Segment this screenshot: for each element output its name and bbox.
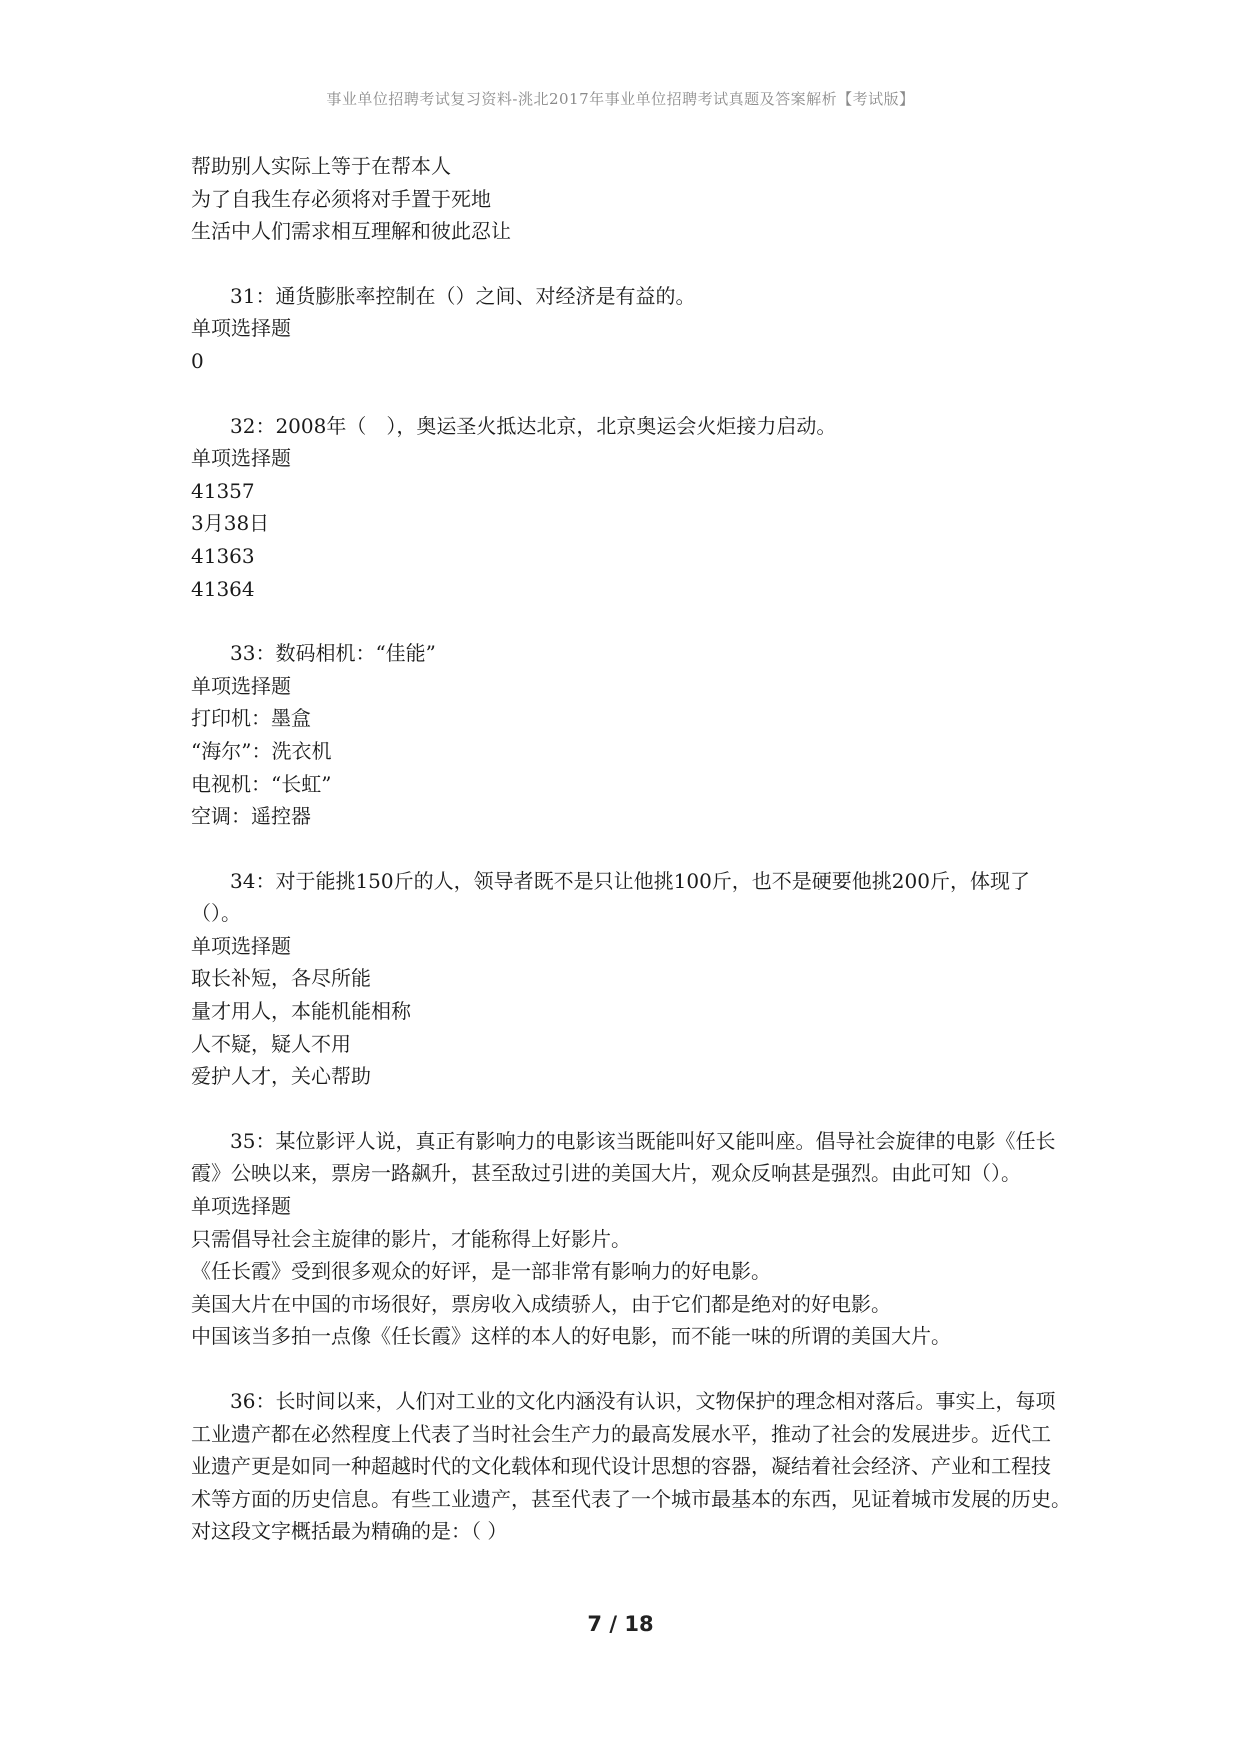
- question-type: 单项选择题: [191, 673, 291, 698]
- question-text: 35：某位影评人说，真正有影响力的电影该当既能叫好又能叫座。倡导社会旋律的电影《任长霞》公映以来，票房一路飙升，甚至敌过引进的美国大片，观众反响甚是强烈。由此可知（）。: [191, 1128, 1056, 1186]
- document-body: [191, 150, 1101, 1580]
- option-line: 3月38日: [191, 511, 270, 536]
- question-type: 单项选择题: [191, 933, 291, 958]
- option-line: 打印机：墨盒: [191, 706, 311, 731]
- option-line: 只需倡导社会主旋律的影片，才能称得上好影片。: [191, 1226, 631, 1251]
- option-line: 电视机：“长虹”: [191, 771, 332, 796]
- question-text: 34：对于能挑150斤的人，领导者既不是只让他挑100斤，也不是硬要他挑200斤，体现了（）。: [191, 868, 1030, 926]
- leading-options: [191, 150, 1061, 248]
- question-text: 32：2008年（ ），奥运圣火抵达北京，北京奥运会火炬接力启动。: [230, 413, 837, 438]
- question-33: [191, 637, 1061, 833]
- option-line: 41357: [191, 478, 255, 503]
- question-34: [191, 865, 1061, 1093]
- question-type: 单项选择题: [191, 316, 291, 341]
- option-line: 帮助别人实际上等于在帮本人: [191, 154, 451, 178]
- option-line: 人不疑，疑人不用: [191, 1031, 351, 1056]
- question-31: [191, 280, 1061, 378]
- question-type: 单项选择题: [191, 1194, 291, 1219]
- option-line: 美国大片在中国的市场很好，票房收入成绩骄人，由于它们都是绝对的好电影。: [191, 1291, 891, 1316]
- question-35: [191, 1125, 1061, 1353]
- option-line: 爱护人才，关心帮助: [191, 1064, 371, 1089]
- question-text: 36：长时间以来，人们对工业的文化内涵没有认识，文物保护的理念相对落后。事实上，每项工业遗产都在必然程度上代表了当时社会生产力的最高发展水平，推动了社会的发展进步。近代工业遗产更是如同一种超越时代的文化载体和现代设计思想的容器，凝结着社会经济、产业和工程技术等方面的历史信息。有些工业遗产，甚至代表了一个城市最基本的东西，见证着城市发展的历史。 对这段文字概括最为精确的是：（ ）: [191, 1389, 1101, 1544]
- question-text: 33：数码相机：“佳能”: [230, 641, 436, 666]
- option-line: 中国该当多拍一点像《任长霞》这样的本人的好电影，而不能一味的所谓的美国大片。: [191, 1324, 951, 1349]
- question-36: [191, 1385, 1101, 1548]
- option-line: 量才用人，本能机能相称: [191, 999, 411, 1024]
- option-line: 生活中人们需求相互理解和彼此忍让: [191, 219, 511, 244]
- option-line: 41363: [191, 543, 255, 568]
- option-line: “海尔”：洗衣机: [191, 738, 332, 763]
- question-32: [191, 410, 1061, 606]
- page-number: 7 / 18: [587, 1612, 654, 1636]
- option-line: 为了自我生存必须将对手置于死地: [191, 186, 491, 211]
- option-line: 取长补短，各尽所能: [191, 966, 371, 991]
- question-text: 31：通货膨胀率控制在（）之间、对经济是有益的。: [230, 283, 696, 308]
- option-line: 空调：遥控器: [191, 804, 311, 829]
- option-line: 0: [191, 348, 204, 373]
- option-line: 《任长霞》受到很多观众的好评，是一部非常有影响力的好电影。: [191, 1259, 771, 1284]
- question-type: 单项选择题: [191, 446, 291, 471]
- page-header: 事业单位招聘考试复习资料-洮北2017年事业单位招聘考试真题及答案解析【考试版】: [326, 90, 915, 108]
- option-line: 41364: [191, 576, 255, 601]
